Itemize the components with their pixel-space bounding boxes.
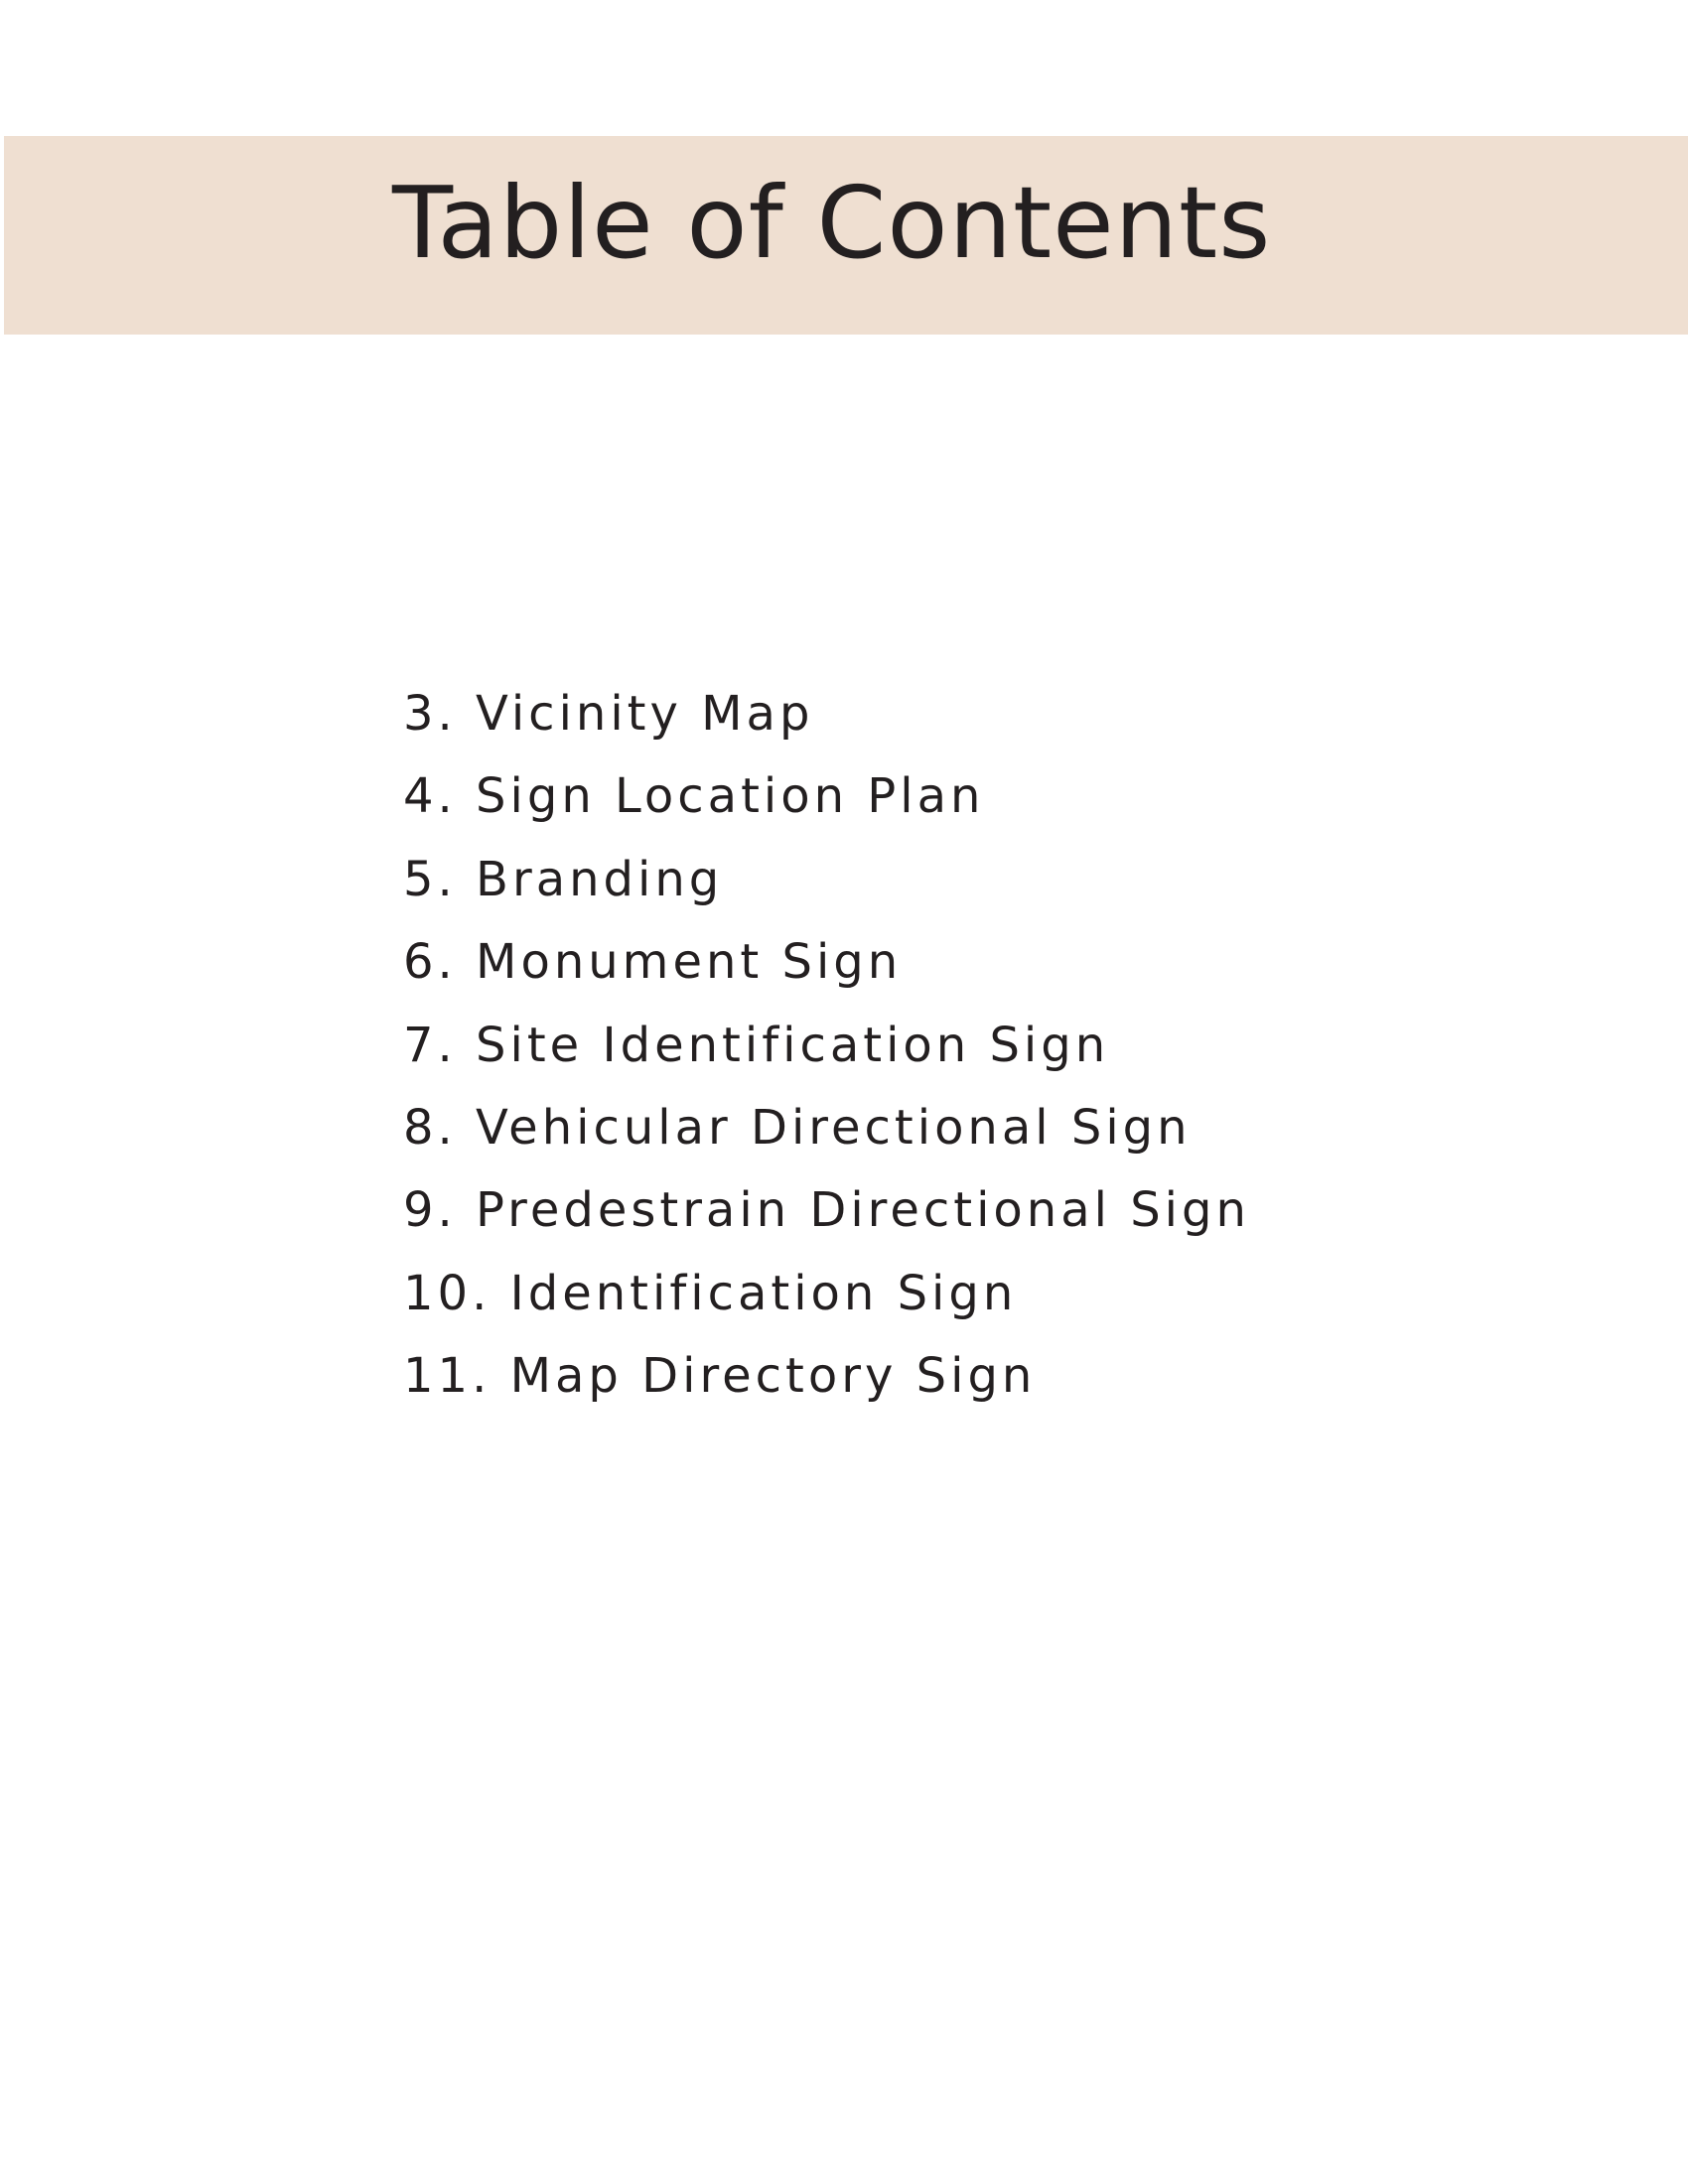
toc-item: 8. Vehicular Directional Sign	[403, 1099, 1192, 1156]
toc-item: 9. Predestrain Directional Sign	[403, 1182, 1250, 1239]
toc-item: 5. Branding	[403, 851, 724, 907]
toc-item: 10. Identification Sign	[403, 1265, 1018, 1321]
toc-item: 3. Vicinity Map	[403, 686, 814, 742]
page-title: Table of Contents	[392, 165, 1272, 281]
toc-item: 4. Sign Location Plan	[403, 768, 985, 825]
table-of-contents-list	[403, 683, 1250, 1429]
toc-item: 6. Monument Sign	[403, 934, 903, 991]
toc-item: 11. Map Directory Sign	[403, 1348, 1037, 1405]
toc-item: 7. Site Identification Sign	[403, 1017, 1110, 1073]
